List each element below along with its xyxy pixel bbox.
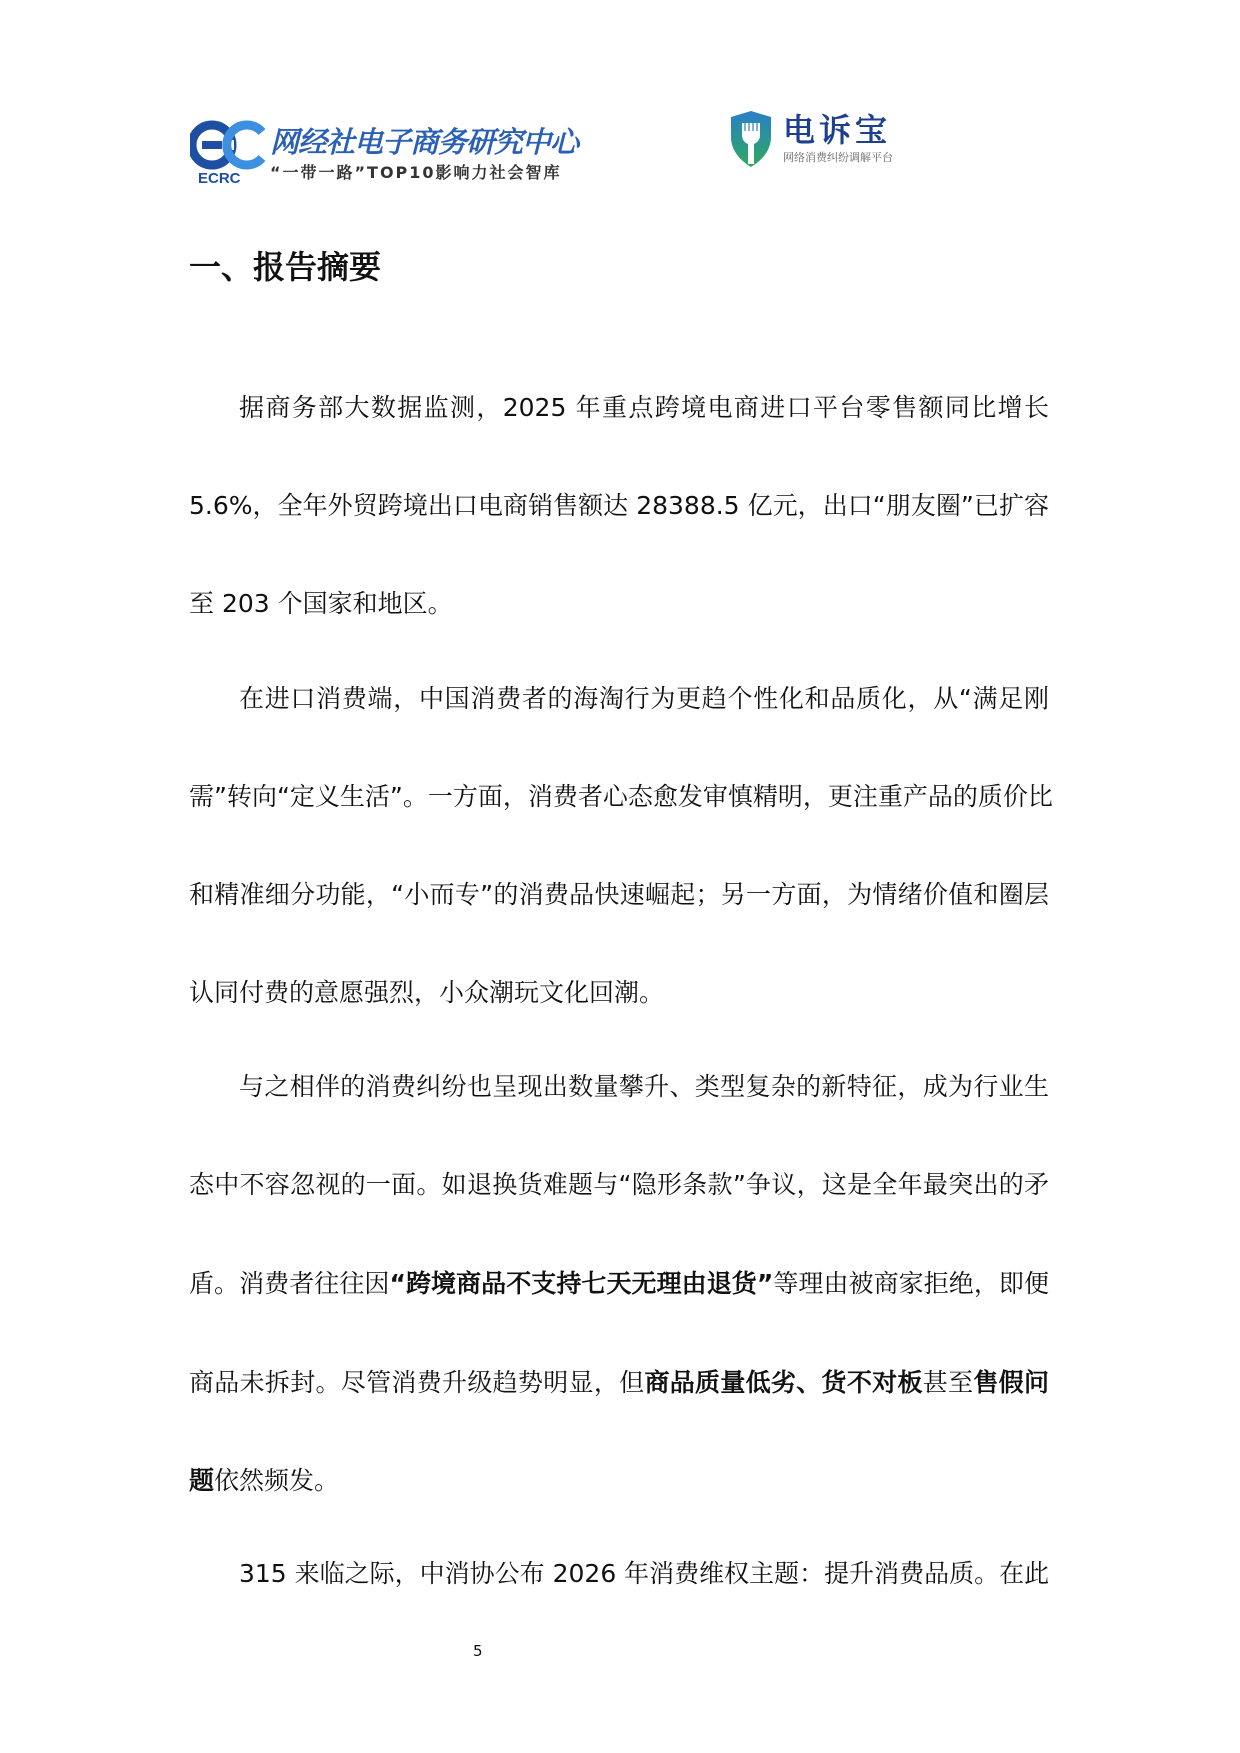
text-segment: 需”转向“定义生活”。一方面，消费者心态愈发审慎精明，更注重产品的质价比	[189, 782, 1053, 811]
text-segment: 态中不容忽视的一面。如退换货难题与“隐形条款”争议，这是全年最突出的矛	[189, 1170, 1049, 1199]
ecrc-logo	[190, 120, 268, 170]
text-segment: 和精准细分功能，“小而专”的消费品快速崛起；另一方面，为情绪价值和圈层	[189, 880, 1049, 909]
bold-text: 题	[189, 1466, 215, 1495]
text-line	[189, 1268, 1049, 1300]
text-line	[189, 1465, 1049, 1497]
text-segment: 与之相伴的消费纠纷也呈现出数量攀升、类型复杂的新特征，成为行业生	[239, 1072, 1049, 1101]
bold-text: 售假问	[973, 1368, 1049, 1397]
text-segment: 甚至	[922, 1368, 974, 1397]
bold-text: “跨境商品不支持七天无理由退货”	[389, 1269, 774, 1298]
ecrc-subtitle: “一带一路”TOP10影响力社会智库	[270, 163, 562, 182]
ecrc-abbr: ECRC	[198, 170, 241, 187]
text-segment: 据商务部大数据监测，2025 年重点跨境电商进口平台零售额同比增长	[239, 393, 1049, 422]
text-segment: 5.6%，全年外贸跨境出口电商销售额达 28388.5 亿元，出口“朋友圈”已扩容	[189, 491, 1049, 520]
ecrc-ec-mark	[190, 120, 268, 170]
text-segment: 认同付费的意愿强烈，小众潮玩文化回潮。	[189, 978, 665, 1007]
text-line	[239, 1558, 1049, 1590]
text-segment: 依然频发。	[214, 1466, 340, 1495]
ecrc-title: 网经社电子商务研究中心	[270, 125, 579, 159]
text-line	[239, 392, 1049, 424]
page-number: 5	[473, 1642, 483, 1660]
text-line	[239, 1071, 1049, 1103]
text-segment: 315 来临之际，中消协公布 2026 年消费维权主题：提升消费品质。在此	[239, 1559, 1050, 1588]
text-line	[189, 1169, 1049, 1201]
dsb-title: 电诉宝	[783, 111, 892, 149]
text-line	[189, 781, 1053, 813]
text-line	[189, 490, 1049, 522]
text-segment: 至 203 个国家和地区。	[189, 589, 453, 618]
text-line	[189, 977, 1049, 1009]
text-line	[189, 588, 1049, 620]
text-segment: 商品未拆封。尽管消费升级趋势明显，但	[189, 1368, 645, 1397]
dsb-subtitle: 网络消费纠纷调解平台	[783, 151, 893, 164]
text-segment: 盾。消费者往往因	[189, 1269, 390, 1298]
text-segment: 在进口消费端，中国消费者的海淘行为更趋个性化和品质化，从“满足刚	[239, 684, 1049, 713]
text-line	[239, 683, 1049, 715]
text-line	[189, 879, 1049, 911]
bold-text: 商品质量低劣、货不对板	[644, 1368, 923, 1397]
text-segment: 等理由被商家拒绝，即便	[773, 1269, 1049, 1298]
text-line	[189, 1367, 1049, 1399]
section-title: 一、报告摘要	[189, 248, 382, 286]
shield-fist-icon	[727, 109, 775, 169]
